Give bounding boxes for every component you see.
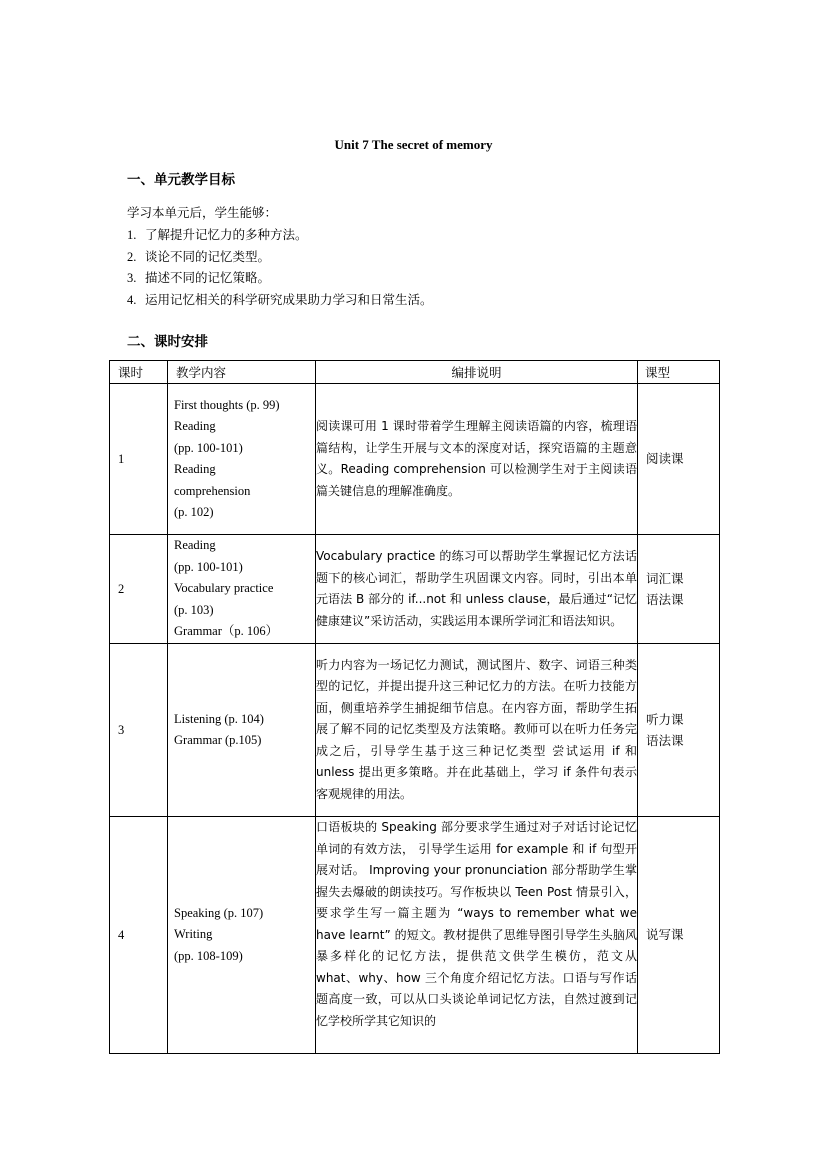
- goals-list: [127, 224, 433, 310]
- section-heading-goals: 一、单元教学目标: [127, 172, 235, 188]
- content-line: Listening (p. 104): [174, 711, 264, 726]
- content-line: (pp. 100-101): [174, 559, 243, 574]
- content-cell: [168, 644, 316, 817]
- content-line: (p. 102): [174, 505, 214, 519]
- type-label: 词汇课: [646, 570, 684, 586]
- description-cell: 听力内容为一场记忆力测试，测试图片、数字、词语三种类型的记忆，并提出提升这三种记忆力的方法。在听力技能方面，侧重培养学生捕捉细节信息。在内容方面，帮助学生拓展了解不同的记忆类型及方法策略。教师可以在听力任务完成之后，引导学生基于这三种记忆类型 尝试运用 if 和 unless 提出更多策略。并在此基础上，学习 if 条件句表示客观规律的用法。: [316, 644, 638, 817]
- goal-number: 2.: [127, 249, 137, 264]
- content-line: First thoughts (p. 99): [174, 397, 280, 412]
- type-cell: [638, 535, 720, 644]
- goal-item: [127, 289, 433, 311]
- goals-intro: 学习本单元后，学生能够：: [127, 205, 278, 220]
- goal-text: 描述不同的记忆策略。: [145, 270, 271, 285]
- period-cell: 1: [110, 384, 168, 535]
- content-cell: [168, 384, 316, 535]
- type-cell: [638, 384, 720, 535]
- type-label: 听力课: [646, 711, 684, 727]
- content-line: Writing: [174, 927, 213, 942]
- document-title: Unit 7 The secret of memory: [334, 137, 493, 152]
- goal-item: [127, 224, 433, 246]
- period-cell: 4: [110, 817, 168, 1054]
- content-line: Reading: [174, 462, 216, 476]
- content-line: comprehension: [174, 483, 251, 498]
- type-label: 说写课: [646, 927, 684, 943]
- table-row: [110, 644, 720, 817]
- description-cell: Vocabulary practice 的练习可以帮助学生掌握记忆方法话题下的核心词汇，帮助学生巩固课文内容。同时，引出本单元语法 B 部分的 if...not 和 unless clause，最后通过“记忆健康建议”采访活动，实践运用本课所学词汇和语法知识。: [316, 535, 638, 644]
- goal-number: 4.: [127, 292, 137, 307]
- content-line: Reading: [174, 538, 216, 553]
- goal-item: [127, 267, 433, 289]
- goal-text: 运用记忆相关的科学研究成果助力学习和日常生活。: [145, 291, 433, 307]
- type-label: 语法课: [646, 733, 684, 748]
- header-type: 课型: [638, 361, 720, 384]
- type-label: 阅读课: [646, 451, 684, 467]
- content-line: (pp. 100-101): [174, 440, 243, 455]
- table-row: [110, 817, 720, 1054]
- header-description: 编排说明: [316, 361, 638, 384]
- type-cell: [638, 817, 720, 1054]
- description-cell: 口语板块的 Speaking 部分要求学生通过对子对话讨论记忆单词的有效方法， 引导学生运用 for example 和 if 句型开展对话。 Improving your pronunciation 部分帮助学生掌握失去爆破的朗读技巧。写作板块以 Teen Post 情景引入，要求学生写一篇主题为 “ways to remember what we have learnt” 的短文。教材提供了思维导图引导学生头脑风暴多样化的记忆方法，提供范文供学生模仿，范文从 what、why、how 三个角度介绍记忆方法。口语与写作话题高度一致，可以从口头谈论单词记忆方法，自然过渡到记忆学校所学其它知识的: [316, 817, 638, 1054]
- header-period: 课时: [110, 361, 168, 384]
- content-line: (pp. 108-109): [174, 948, 243, 963]
- content-line: Vocabulary practice: [174, 581, 274, 596]
- goal-text: 谈论不同的记忆类型。: [145, 248, 271, 264]
- header-content: 教学内容: [168, 361, 316, 384]
- period-cell: 3: [110, 644, 168, 817]
- type-label: 语法课: [646, 592, 684, 607]
- content-line: Reading: [174, 419, 216, 433]
- content-line: Speaking (p. 107): [174, 905, 264, 920]
- goal-number: 3.: [127, 271, 137, 285]
- goal-item: [127, 246, 433, 268]
- description-cell: 阅读课可用 1 课时带着学生理解主阅读语篇的内容，梳理语篇结构，让学生开展与文本的深度对话，探究语篇的主题意义。Reading comprehension 可以检测学生对于主阅读语篇关键信息的理解准确度。: [316, 384, 638, 535]
- goal-number: 1.: [127, 228, 137, 242]
- table-header-row: [110, 361, 720, 384]
- content-line: (p. 103): [174, 602, 214, 617]
- content-line: Grammar（p. 106）: [174, 624, 279, 639]
- table-row: [110, 384, 720, 535]
- goal-text: 了解提升记忆力的多种方法。: [145, 227, 308, 242]
- table-row: [110, 535, 720, 644]
- type-cell: [638, 644, 720, 817]
- content-cell: [168, 817, 316, 1054]
- period-cell: 2: [110, 535, 168, 644]
- schedule-table: [109, 360, 720, 1054]
- section-heading-schedule: 二、课时安排: [127, 334, 208, 350]
- content-line: Grammar (p.105): [174, 733, 262, 747]
- content-cell: [168, 535, 316, 644]
